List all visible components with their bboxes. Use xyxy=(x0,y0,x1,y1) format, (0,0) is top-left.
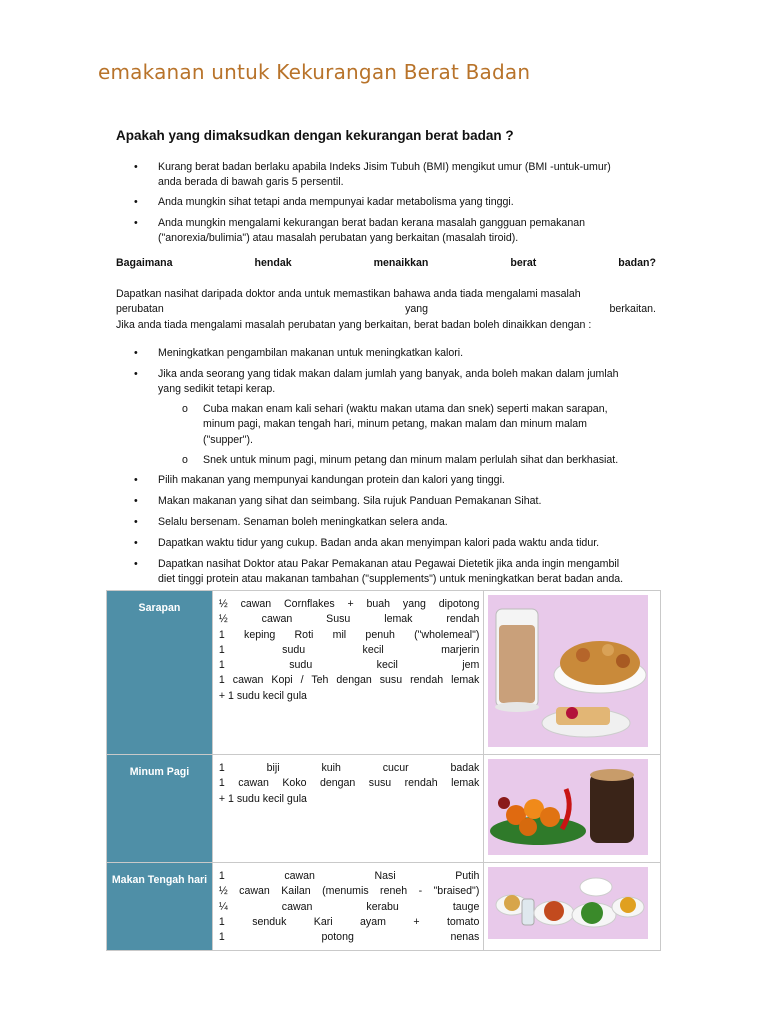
list-item: • Makan makanan yang sihat dan seimbang. Sila rujuk Panduan Pemakanan Sihat. xyxy=(158,494,654,509)
list-item: • Jika anda seorang yang tidak makan dalam jumlah yang banyak, anda boleh makan dalam jumlah yang sedikit tetapi kerap. xyxy=(134,368,619,396)
table-row xyxy=(107,755,661,863)
list-item: • Kurang berat badan berlaku apabila Indeks Jisim Tubuh (BMI) mengikut umur (BMI -untuk-umur) anda berada di bawah garis 5 persentil. xyxy=(134,161,611,189)
bullet-icon: • xyxy=(134,558,138,570)
sub-list-item: o Cuba makan enam kali sehari (waktu makan utama dan snek) seperti makan sarapan, minum pagi, makan tengah hari, minum petang, makan malam dan minum malam ("supper"). xyxy=(182,403,608,446)
circle-bullet-icon: o xyxy=(182,454,188,466)
meal-content: 1 cawan Nasi Putih ½ cawan Kailan (menumis reneh - "braised") ¼ cawan kerabu tauge 1 senduk Kari ayam + tomato 1 potong nenas xyxy=(212,863,483,951)
section-question-heading: Apakah yang dimaksudkan dengan kekurangan berat badan ? xyxy=(116,128,514,143)
bullet-icon: • xyxy=(134,516,138,528)
sub-list-item: o Snek untuk minum pagi, minum petang dan minum malam perlulah sihat dan berkhasiat. xyxy=(203,453,651,468)
meal-content: 1 biji kuih cucur badak 1 cawan Koko dengan susu rendah lemak + 1 sudu kecil gula xyxy=(212,755,483,863)
bullet-icon: • xyxy=(134,495,138,507)
list-item: • Meningkatkan pengambilan makanan untuk meningkatkan kalori. xyxy=(158,346,654,361)
bullet-icon: • xyxy=(134,474,138,486)
snack-photo xyxy=(488,759,648,855)
bullet-icon: • xyxy=(134,196,138,208)
meal-plan-table xyxy=(106,590,661,951)
bullet-icon: • xyxy=(134,537,138,549)
bullet-icon: • xyxy=(134,368,138,380)
circle-bullet-icon: o xyxy=(182,403,188,415)
bullet-icon: • xyxy=(134,347,138,359)
lunch-photo xyxy=(488,867,648,939)
list-item: • Pilih makanan yang mempunyai kandungan protein dan kalori yang tinggi. xyxy=(158,473,654,488)
meal-label: Minum Pagi xyxy=(107,755,213,863)
list-item: • Dapatkan waktu tidur yang cukup. Badan anda akan menyimpan kalori pada waktu anda tidur. xyxy=(158,536,654,551)
document-title: emakanan untuk Kekurangan Berat Badan xyxy=(98,60,531,84)
table-row xyxy=(107,863,661,951)
list-item: • Anda mungkin sihat tetapi anda mempunyai kadar metabolisma yang tinggi. xyxy=(158,195,654,210)
meal-label: Makan Tengah hari xyxy=(107,863,213,951)
meal-photo-cell xyxy=(484,863,661,951)
meal-photo-cell xyxy=(484,755,661,863)
list-item: • Dapatkan nasihat Doktor atau Pakar Pemakanan atau Pegawai Dietetik jika anda ingin mengambil diet tinggi protein atau makanan tambahan ("supplements") untuk meningkatkan berat badan anda. xyxy=(134,558,624,586)
bullet-icon: • xyxy=(134,161,138,173)
section-how-heading: Bagaimana hendak menaikkan berat badan? xyxy=(116,257,656,269)
meal-label: Sarapan xyxy=(107,591,213,755)
bullet-icon: • xyxy=(134,217,138,229)
advice-paragraph: Dapatkan nasihat daripada doktor anda untuk memastikan bahawa anda tiada mengalami masalah perubatan yang berkaitan. Jika anda tiada mengalami masalah perubatan yang berkaitan, berat badan boleh dinaikkan dengan : xyxy=(116,288,656,331)
breakfast-photo xyxy=(488,595,648,747)
list-item: • Selalu bersenam. Senaman boleh meningkatkan selera anda. xyxy=(158,515,654,530)
meal-photo-cell xyxy=(484,591,661,755)
meal-content: ½ cawan Cornflakes + buah yang dipotong ½ cawan Susu lemak rendah 1 keping Roti mil penuh ("wholemeal") 1 sudu kecil marjerin 1 sudu kecil jem 1 cawan Kopi / Teh dengan susu rendah lemak + 1 sudu kecil gula xyxy=(212,591,483,755)
table-row xyxy=(107,591,661,755)
list-item: • Anda mungkin mengalami kekurangan berat badan kerana masalah gangguan pemakanan ("anorexia/bulimia") atau masalah perubatan yang berkaitan (masalah tiroid). xyxy=(134,217,585,245)
